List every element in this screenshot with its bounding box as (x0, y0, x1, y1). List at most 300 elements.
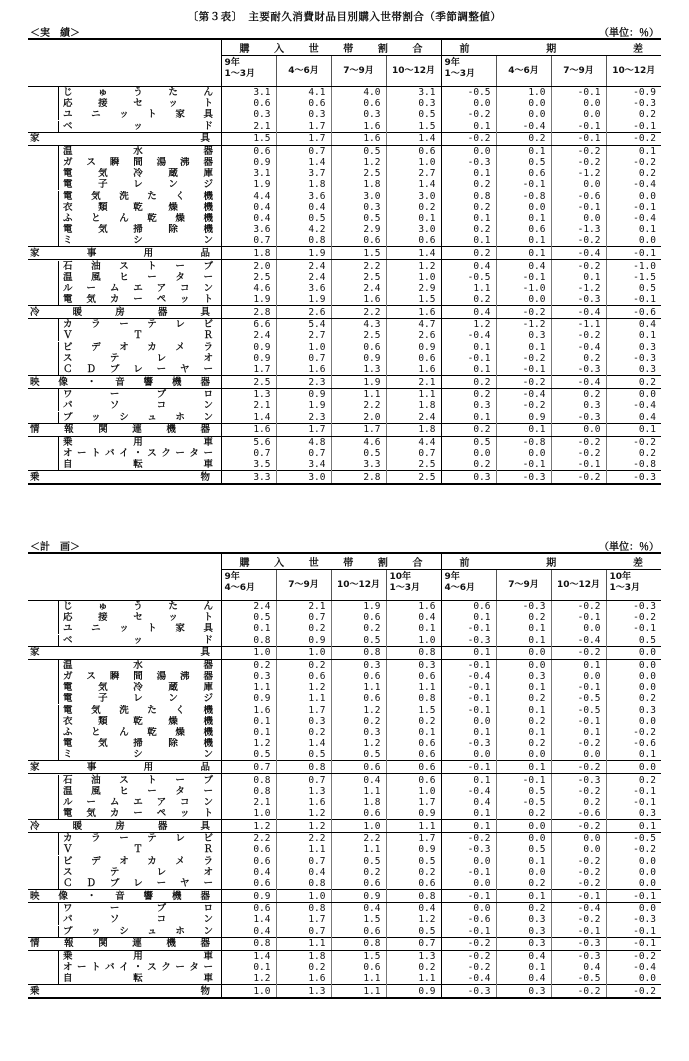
value-cell: 0.7 (276, 856, 331, 867)
category-total-row (28, 646, 661, 659)
value-cell: 0.0 (606, 646, 661, 659)
item-name (58, 261, 213, 272)
name-char: 湯 (156, 157, 167, 169)
item-name (58, 272, 213, 283)
value-cell: 1.4 (221, 412, 276, 424)
value-cell: -0.2 (441, 109, 496, 120)
item-name (58, 294, 213, 305)
name-char: 油 (91, 774, 101, 786)
value-cell: 2.3 (276, 412, 331, 424)
value-cell: -1.2 (496, 319, 551, 331)
name-char: Ｄ (86, 878, 96, 890)
name-char: オ (63, 961, 73, 973)
value-cell: -0.1 (441, 623, 496, 634)
name-char: 接 (98, 612, 108, 624)
name-char: 暖 (72, 820, 83, 832)
value-cell: 0.2 (606, 693, 661, 704)
value-cell: 0.3 (496, 330, 551, 341)
value-cell: 0.5 (441, 436, 496, 448)
name-char: ッ (168, 98, 178, 110)
row-label-cell (28, 820, 221, 833)
value-cell: 1.7 (276, 423, 331, 436)
value-cell: 1.9 (331, 376, 386, 389)
name-char: ッ (91, 925, 101, 937)
category-total-row (28, 306, 661, 319)
value-cell: 1.1 (331, 973, 386, 985)
value-cell: -0.3 (441, 985, 496, 999)
item-name (58, 727, 213, 738)
row-label-cell (28, 635, 221, 647)
table-plan (28, 552, 661, 999)
category-total-row (28, 376, 661, 389)
column-header-line: 4～6月 (288, 65, 319, 76)
name-char: 機 (172, 890, 182, 902)
value-cell: 0.6 (331, 926, 386, 938)
value-cell: 0.5 (496, 844, 551, 855)
name-char: 応 (63, 98, 73, 110)
value-cell: 3.3 (221, 471, 276, 485)
value-cell: 0.7 (221, 761, 276, 774)
row-label-cell (28, 132, 221, 145)
name-char: 電 (63, 294, 73, 306)
page-title: 〔第３表〕 主要耐久消費財品目別購入世帯割合（季節調整値） (187, 11, 502, 23)
value-cell: 1.2 (386, 914, 441, 925)
value-cell: 0.2 (606, 109, 661, 120)
value-cell: 1.9 (221, 294, 276, 306)
value-cell: 2.1 (221, 400, 276, 411)
value-cell: 0.2 (441, 179, 496, 190)
name-char: テ (147, 833, 157, 845)
name-char: 連 (132, 424, 142, 436)
name-char: 情 (30, 424, 40, 436)
value-cell: 0.7 (276, 145, 331, 157)
column-header-line: 7～9月 (508, 579, 539, 590)
name-char: カ (63, 319, 73, 331)
name-char: ー (156, 878, 167, 890)
value-cell: 0.5 (221, 612, 276, 623)
item-name (58, 146, 213, 157)
name-char: オ (63, 447, 73, 459)
row-label-cell (28, 671, 221, 682)
name-char: 車 (203, 950, 213, 962)
value-cell: 0.1 (441, 235, 496, 247)
item-name (58, 353, 213, 364)
value-cell: 0.0 (551, 844, 606, 855)
name-char: ト (147, 109, 157, 121)
name-char: Ｒ (203, 844, 213, 856)
name-char: ニ (91, 623, 101, 635)
value-cell: 0.6 (331, 342, 386, 353)
value-cell: -0.5 (551, 705, 606, 716)
value-cell: 1.6 (276, 364, 331, 376)
value-cell: 0.4 (496, 950, 551, 962)
row-label-cell (28, 168, 221, 179)
value-cell: 0.6 (386, 671, 441, 682)
value-cell: -0.1 (551, 612, 606, 623)
name-char: ー (203, 447, 213, 459)
item-row (28, 168, 661, 179)
value-cell: -0.2 (551, 761, 606, 774)
header-char: 世 (308, 558, 319, 569)
category-total-row (28, 471, 661, 485)
value-cell: 0.6 (386, 235, 441, 247)
value-cell: 0.3 (496, 671, 551, 682)
value-cell: -0.1 (606, 937, 661, 950)
item-row (28, 950, 661, 962)
name-char: 乗 (30, 471, 40, 483)
name-char: ト (91, 447, 101, 459)
name-char: デ (91, 341, 101, 353)
row-label-cell (28, 448, 221, 459)
column-header (331, 570, 386, 601)
value-cell: 1.2 (221, 738, 276, 749)
row-label-cell (28, 109, 221, 120)
value-cell: 1.9 (276, 294, 331, 306)
name-char: プ (63, 925, 73, 937)
name-char: ム (109, 796, 120, 808)
name-char: 房 (115, 820, 125, 832)
value-cell: -0.2 (496, 376, 551, 389)
name-char: 機 (172, 376, 182, 388)
value-cell: -0.2 (441, 132, 496, 145)
value-cell: 0.4 (276, 867, 331, 878)
value-cell: 0.6 (441, 601, 496, 613)
header-corner (28, 553, 221, 601)
value-cell: 0.1 (221, 727, 276, 738)
value-cell: 0.5 (276, 749, 331, 761)
name-char: ッ (180, 808, 190, 820)
value-cell: 2.7 (276, 330, 331, 341)
item-name (58, 459, 213, 470)
row-label-cell (28, 693, 221, 704)
name-char: ク (161, 447, 171, 459)
name-char: 庫 (203, 168, 213, 180)
name-char: た (168, 601, 178, 613)
item-row (28, 213, 661, 224)
name-char: 転 (133, 973, 143, 985)
name-char: ガ (63, 671, 73, 683)
name-char: 事 (86, 761, 97, 773)
category-name (28, 986, 210, 997)
name-char: 燥 (175, 726, 185, 738)
item-row (28, 459, 661, 471)
header-char: 帯 (343, 44, 354, 55)
name-char: 類 (98, 715, 108, 727)
row-label-cell (28, 191, 221, 202)
value-cell: -0.1 (606, 121, 661, 133)
item-row (28, 903, 661, 915)
category-total-row (28, 247, 661, 260)
value-cell: -0.4 (551, 635, 606, 647)
value-cell: -0.1 (551, 121, 606, 133)
value-cell: 0.8 (276, 903, 331, 915)
name-char: 音 (115, 890, 125, 902)
value-cell: -0.1 (551, 132, 606, 145)
value-cell: -0.3 (551, 950, 606, 962)
category-name (28, 891, 210, 902)
value-cell: 1.3 (331, 364, 386, 376)
name-char: 乗 (63, 950, 73, 962)
name-char: Ｔ (133, 844, 143, 856)
value-cell: 0.2 (331, 623, 386, 634)
value-cell: 0.0 (606, 867, 661, 878)
name-char: ン (203, 796, 213, 808)
row-label-cell (28, 423, 221, 436)
name-char: う (133, 601, 143, 613)
value-cell: -0.1 (441, 682, 496, 693)
item-name (58, 601, 213, 612)
item-name (58, 716, 213, 727)
name-char: 暖 (72, 306, 83, 318)
value-cell: -0.2 (606, 157, 661, 168)
value-cell: -0.3 (441, 157, 496, 168)
name-char: 気 (86, 294, 96, 306)
header-char: 入 (274, 44, 285, 55)
value-cell: 0.2 (441, 247, 496, 260)
value-cell: -0.1 (441, 353, 496, 364)
value-cell: 0.0 (606, 716, 661, 727)
value-cell: 1.2 (331, 157, 386, 168)
item-name (58, 412, 213, 423)
value-cell: -0.3 (606, 914, 661, 925)
name-char: 燥 (168, 715, 178, 727)
value-cell: 0.2 (331, 867, 386, 878)
value-cell: 0.5 (386, 109, 441, 120)
name-char: ト (147, 774, 157, 786)
name-char: タ (189, 447, 199, 459)
value-cell: 1.4 (386, 132, 441, 145)
value-cell: 1.1 (331, 844, 386, 855)
value-cell: 0.4 (441, 260, 496, 272)
name-char: 蔵 (168, 682, 178, 694)
value-cell: 2.0 (221, 260, 276, 272)
value-cell: 0.4 (331, 903, 386, 915)
value-cell: 2.4 (331, 283, 386, 294)
name-char: ビ (203, 833, 213, 845)
item-name (58, 844, 213, 855)
value-cell: 2.4 (276, 260, 331, 272)
value-cell: 0.5 (496, 786, 551, 797)
name-char: ん (203, 601, 213, 613)
item-row (28, 856, 661, 867)
name-char: 瞬 (109, 671, 120, 683)
name-char: ー (77, 447, 87, 459)
column-header-line: 10～12月 (556, 579, 601, 590)
value-cell: 0.4 (221, 867, 276, 878)
value-cell: 0.2 (276, 962, 331, 973)
name-char: 関 (98, 424, 108, 436)
value-cell: 0.9 (386, 985, 441, 999)
row-label-cell (28, 727, 221, 738)
name-char: ラ (203, 341, 213, 353)
value-cell: 0.2 (496, 903, 551, 915)
value-cell: 2.2 (331, 306, 386, 319)
name-char: 器 (157, 820, 168, 832)
value-cell: -0.6 (441, 914, 496, 925)
name-char: 映 (30, 376, 40, 388)
name-char: 器 (200, 376, 210, 388)
value-cell: 0.4 (441, 797, 496, 808)
value-cell: 0.6 (331, 761, 386, 774)
value-cell: 0.1 (441, 612, 496, 623)
item-name (58, 671, 213, 682)
value-cell: 0.3 (606, 342, 661, 353)
value-cell: -0.1 (551, 926, 606, 938)
value-cell: 0.7 (276, 926, 331, 938)
value-cell: 1.0 (221, 646, 276, 659)
name-char: た (168, 87, 178, 99)
value-cell: 0.0 (606, 856, 661, 867)
name-char: レ (133, 878, 143, 890)
value-cell: 1.2 (221, 820, 276, 833)
value-cell: -0.5 (551, 973, 606, 985)
name-char: ド (203, 634, 213, 646)
name-char: 子 (98, 693, 108, 705)
name-char: 温 (63, 145, 73, 157)
column-header (441, 570, 496, 601)
name-char: ー (203, 878, 213, 890)
row-label-cell (28, 646, 221, 659)
name-char: ふ (63, 726, 73, 738)
value-cell: 0.4 (441, 306, 496, 319)
name-char: 具 (203, 109, 213, 121)
name-char: 車 (203, 436, 213, 448)
name-char: ン (203, 235, 213, 247)
item-row (28, 342, 661, 353)
value-cell: 0.2 (551, 389, 606, 401)
item-name (58, 623, 213, 634)
name-char: ラ (203, 855, 213, 867)
value-cell: 0.0 (551, 833, 606, 845)
name-char: テ (109, 352, 120, 364)
name-char: 電 (63, 682, 73, 694)
value-cell: -0.2 (551, 448, 606, 459)
value-cell: -0.2 (551, 867, 606, 878)
value-cell: -0.2 (551, 820, 606, 833)
name-char: 乾 (147, 726, 157, 738)
value-cell: -0.2 (551, 471, 606, 485)
value-cell: 4.7 (386, 319, 441, 331)
name-char: 音 (115, 376, 125, 388)
item-row (28, 191, 661, 202)
row-label-cell (28, 283, 221, 294)
value-cell: -0.6 (551, 808, 606, 820)
value-cell: -0.5 (551, 693, 606, 704)
value-cell: 0.0 (496, 646, 551, 659)
name-char: ン (203, 411, 213, 423)
value-cell: -0.1 (441, 659, 496, 671)
item-name (58, 786, 213, 797)
name-char: テ (147, 319, 157, 331)
row-label-cell (28, 659, 221, 671)
header-char: 世 (308, 44, 319, 55)
name-char: Ｖ (63, 844, 73, 856)
value-cell: 0.0 (606, 878, 661, 890)
name-char: ト (203, 294, 213, 306)
name-char: ュ (147, 411, 157, 423)
name-char: 転 (133, 459, 143, 471)
value-cell: 3.6 (276, 191, 331, 202)
name-char: 物 (200, 985, 210, 997)
row-label-cell (28, 761, 221, 774)
name-char: タ (175, 271, 185, 283)
value-cell: 0.7 (221, 235, 276, 247)
column-header-line: 10年 (609, 572, 632, 582)
value-cell: 1.1 (441, 283, 496, 294)
name-char: 機 (166, 938, 176, 950)
item-row (28, 179, 661, 190)
value-cell: -0.1 (441, 890, 496, 903)
value-cell: -0.2 (606, 132, 661, 145)
value-cell: 0.1 (606, 749, 661, 761)
name-char: 蔵 (168, 168, 178, 180)
value-cell: 0.1 (496, 423, 551, 436)
value-cell: 0.1 (496, 623, 551, 634)
value-cell: 0.5 (386, 926, 441, 938)
item-name (58, 157, 213, 168)
value-cell: 0.5 (606, 283, 661, 294)
value-cell: 1.6 (276, 973, 331, 985)
value-cell: 4.3 (331, 319, 386, 331)
name-char: ホ (175, 411, 185, 423)
value-cell: 4.4 (386, 436, 441, 448)
row-label-cell (28, 436, 221, 448)
value-cell: 1.6 (331, 121, 386, 133)
column-header (331, 56, 386, 87)
name-char: ン (203, 749, 213, 761)
value-cell: -0.3 (606, 471, 661, 485)
value-cell: 2.0 (331, 412, 386, 424)
item-name (58, 797, 213, 808)
name-char: 報 (64, 938, 74, 950)
item-name (58, 202, 213, 213)
name-char: た (147, 704, 157, 716)
name-char: 電 (63, 808, 73, 820)
value-cell: 2.2 (276, 833, 331, 845)
name-char: 自 (63, 459, 73, 471)
value-cell: 0.0 (441, 878, 496, 890)
name-char: 器 (200, 938, 210, 950)
name-char: 電 (63, 738, 73, 750)
value-cell: -0.8 (496, 191, 551, 202)
name-char: ペ (156, 808, 167, 820)
row-label-cell (28, 412, 221, 424)
name-char: 機 (203, 201, 213, 213)
name-char: 水 (133, 659, 143, 671)
value-cell: 2.9 (386, 283, 441, 294)
value-cell: -1.2 (551, 283, 606, 294)
value-cell: 0.0 (551, 98, 606, 109)
value-cell: 1.2 (221, 973, 276, 985)
value-cell: 0.3 (221, 671, 276, 682)
value-cell: 2.5 (331, 330, 386, 341)
column-header-line: 4～6月 (508, 65, 539, 76)
item-name (58, 342, 213, 353)
value-cell: 0.9 (221, 353, 276, 364)
value-cell: 0.7 (386, 448, 441, 459)
name-char: ッ (133, 634, 143, 646)
value-cell: 0.9 (386, 844, 441, 855)
value-cell: 2.2 (331, 260, 386, 272)
value-cell: 2.6 (276, 306, 331, 319)
name-char: 石 (63, 774, 73, 786)
value-cell: 0.1 (441, 121, 496, 133)
column-header (606, 56, 661, 87)
name-char: バ (105, 447, 115, 459)
header-char: 期 (546, 558, 557, 569)
value-cell: 4.6 (221, 283, 276, 294)
value-cell: -0.6 (606, 738, 661, 749)
